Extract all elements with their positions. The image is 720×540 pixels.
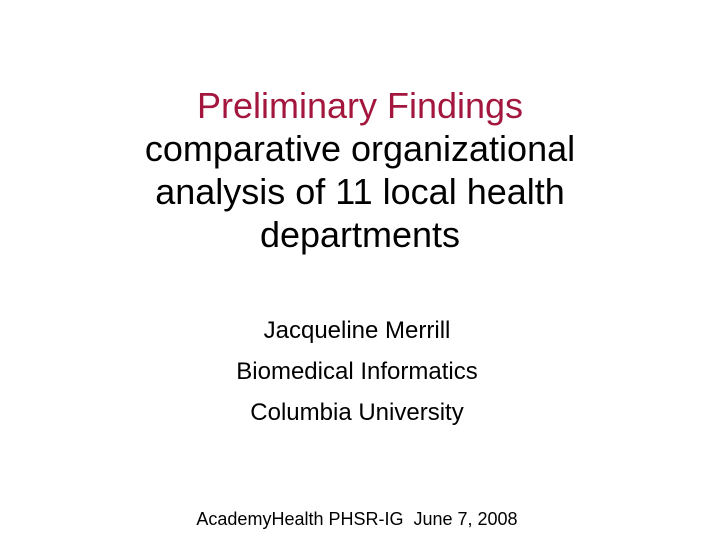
author-institution: Columbia University — [250, 399, 464, 426]
author-department: Biomedical Informatics — [236, 358, 478, 385]
author-block — [100, 310, 614, 433]
slide-subtitle-line-1: comparative organizational — [144, 128, 576, 169]
author-name: Jacqueline Merrill — [263, 317, 451, 344]
slide-subtitle-line-2: analysis of 11 local health — [155, 171, 565, 212]
slide-title: Preliminary Findings — [196, 85, 524, 126]
slide-footer: AcademyHealth PHSR-IG June 7, 2008 — [196, 509, 518, 529]
slide-subtitle-line-3: departments — [259, 214, 461, 255]
slide-title-block — [60, 84, 660, 256]
